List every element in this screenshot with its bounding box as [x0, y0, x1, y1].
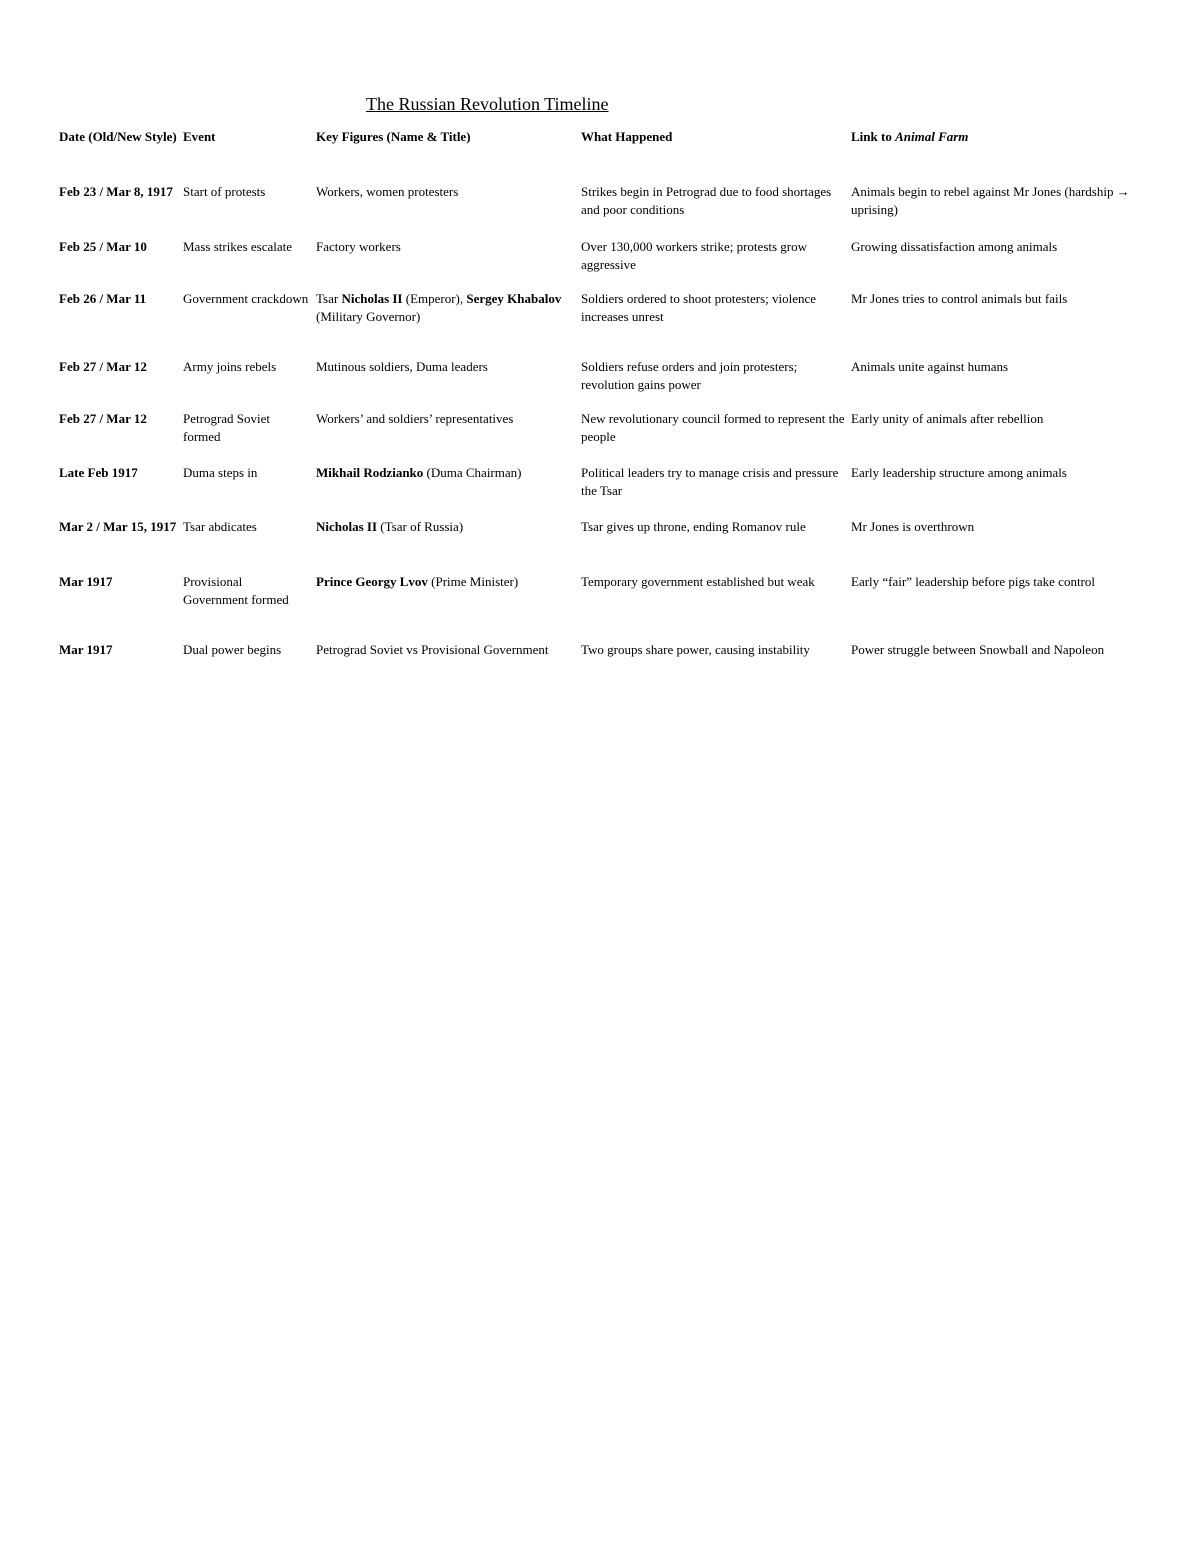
date-cell: Late Feb 1917: [59, 465, 138, 480]
key-figures-cell: [316, 573, 581, 641]
what-happened-cell: Soldiers ordered to shoot protesters; violence increases unrest: [581, 291, 817, 324]
key-figures-cell: [316, 290, 581, 358]
what-happened-cell: Strikes begin in Petrograd due to food shortages and poor conditions: [581, 184, 832, 217]
date-cell: Mar 1917: [59, 574, 113, 589]
date-cell: Mar 1917: [59, 642, 113, 657]
key-figure-name: Sergey Khabalov: [466, 291, 562, 306]
animal-farm-link-cell: Animals begin to rebel against Mr Jones (hardship → uprising): [851, 184, 1130, 217]
what-happened-cell: Soldiers refuse orders and join protesters; revolution gains power: [581, 359, 798, 392]
what-happened-cell: Two groups share power, causing instability: [581, 642, 810, 657]
key-figure-text: (Tsar of Russia): [377, 519, 464, 534]
event-cell: Dual power begins: [183, 642, 282, 657]
table-row: [59, 464, 1149, 518]
header-event: Event: [183, 129, 216, 144]
table-row: [59, 238, 1149, 290]
key-figure-text: Petrograd Soviet vs Provisional Government: [316, 642, 549, 657]
date-cell: Feb 23 / Mar 8, 1917: [59, 184, 173, 199]
key-figure-text: (Emperor),: [402, 291, 467, 306]
table-header-row: [59, 128, 1149, 183]
animal-farm-link-cell: Growing dissatisfaction among animals: [851, 239, 1058, 254]
key-figure-name: Prince Georgy Lvov: [316, 574, 428, 589]
animal-farm-link-cell: Mr Jones tries to control animals but fails: [851, 291, 1068, 306]
date-cell: Mar 2 / Mar 15, 1917: [59, 519, 177, 534]
header-link-title: Animal Farm: [895, 129, 969, 144]
table-row: [59, 410, 1149, 464]
key-figures-cell: [316, 641, 581, 677]
what-happened-cell: Political leaders try to manage crisis and pressure the Tsar: [581, 465, 839, 498]
date-cell: Feb 27 / Mar 12: [59, 411, 147, 426]
animal-farm-link-cell: Early “fair” leadership before pigs take control: [851, 574, 1095, 589]
key-figure-name: Mikhail Rodzianko: [316, 465, 424, 480]
table-row: [59, 573, 1149, 641]
what-happened-cell: Over 130,000 workers strike; protests grow aggressive: [581, 239, 808, 272]
key-figures-cell: [316, 518, 581, 573]
table-row: [59, 183, 1149, 238]
key-figure-text: Mutinous soldiers, Duma leaders: [316, 359, 488, 374]
animal-farm-link-cell: Animals unite against humans: [851, 359, 1009, 374]
table-body: [59, 183, 1149, 677]
event-cell: Mass strikes escalate: [183, 239, 293, 254]
key-figures-cell: [316, 410, 581, 464]
event-cell: Start of protests: [183, 184, 266, 199]
table-row: [59, 358, 1149, 410]
key-figure-text: (Duma Chairman): [423, 465, 522, 480]
what-happened-cell: New revolutionary council formed to represent the people: [581, 411, 845, 444]
key-figure-name: Nicholas II: [316, 519, 378, 534]
event-cell: Duma steps in: [183, 465, 258, 480]
event-cell: Army joins rebels: [183, 359, 277, 374]
event-cell: Government crackdown: [183, 291, 309, 306]
header-key-figures: Key Figures (Name & Title): [316, 129, 471, 144]
event-cell: Tsar abdicates: [183, 519, 257, 534]
table-row: [59, 290, 1149, 358]
date-cell: Feb 25 / Mar 10: [59, 239, 147, 254]
animal-farm-link-cell: Mr Jones is overthrown: [851, 519, 975, 534]
animal-farm-link-cell: Early unity of animals after rebellion: [851, 411, 1044, 426]
what-happened-cell: Tsar gives up throne, ending Romanov rule: [581, 519, 806, 534]
header-what-happened: What Happened: [581, 129, 673, 144]
key-figure-text: (Prime Minister): [427, 574, 519, 589]
key-figures-cell: [316, 183, 581, 238]
what-happened-cell: Temporary government established but weak: [581, 574, 815, 589]
key-figure-text: (Military Governor): [316, 309, 421, 324]
key-figure-text: Workers’ and soldiers’ representatives: [316, 411, 514, 426]
table-row: [59, 518, 1149, 573]
key-figure-text: Tsar: [316, 291, 342, 306]
key-figure-text: Factory workers: [316, 239, 401, 254]
event-cell: Provisional Government formed: [183, 574, 289, 607]
date-cell: Feb 27 / Mar 12: [59, 359, 147, 374]
event-cell: Petrograd Soviet formed: [183, 411, 271, 444]
key-figure-text: Workers, women protesters: [316, 184, 459, 199]
header-link-to-animal-farm: [851, 128, 1149, 183]
animal-farm-link-cell: Power struggle between Snowball and Napoleon: [851, 642, 1105, 657]
table-row: [59, 641, 1149, 677]
header-link-prefix: Link to: [851, 129, 896, 144]
header-date: Date (Old/New Style): [59, 129, 177, 144]
key-figure-name: Nicholas II: [341, 291, 403, 306]
key-figures-cell: [316, 464, 581, 518]
date-cell: Feb 26 / Mar 11: [59, 291, 147, 306]
key-figures-cell: [316, 238, 581, 290]
timeline-table: [59, 128, 1149, 677]
animal-farm-link-cell: Early leadership structure among animals: [851, 465, 1067, 480]
document-title: The Russian Revolution Timeline: [366, 94, 609, 114]
key-figures-cell: [316, 358, 581, 410]
